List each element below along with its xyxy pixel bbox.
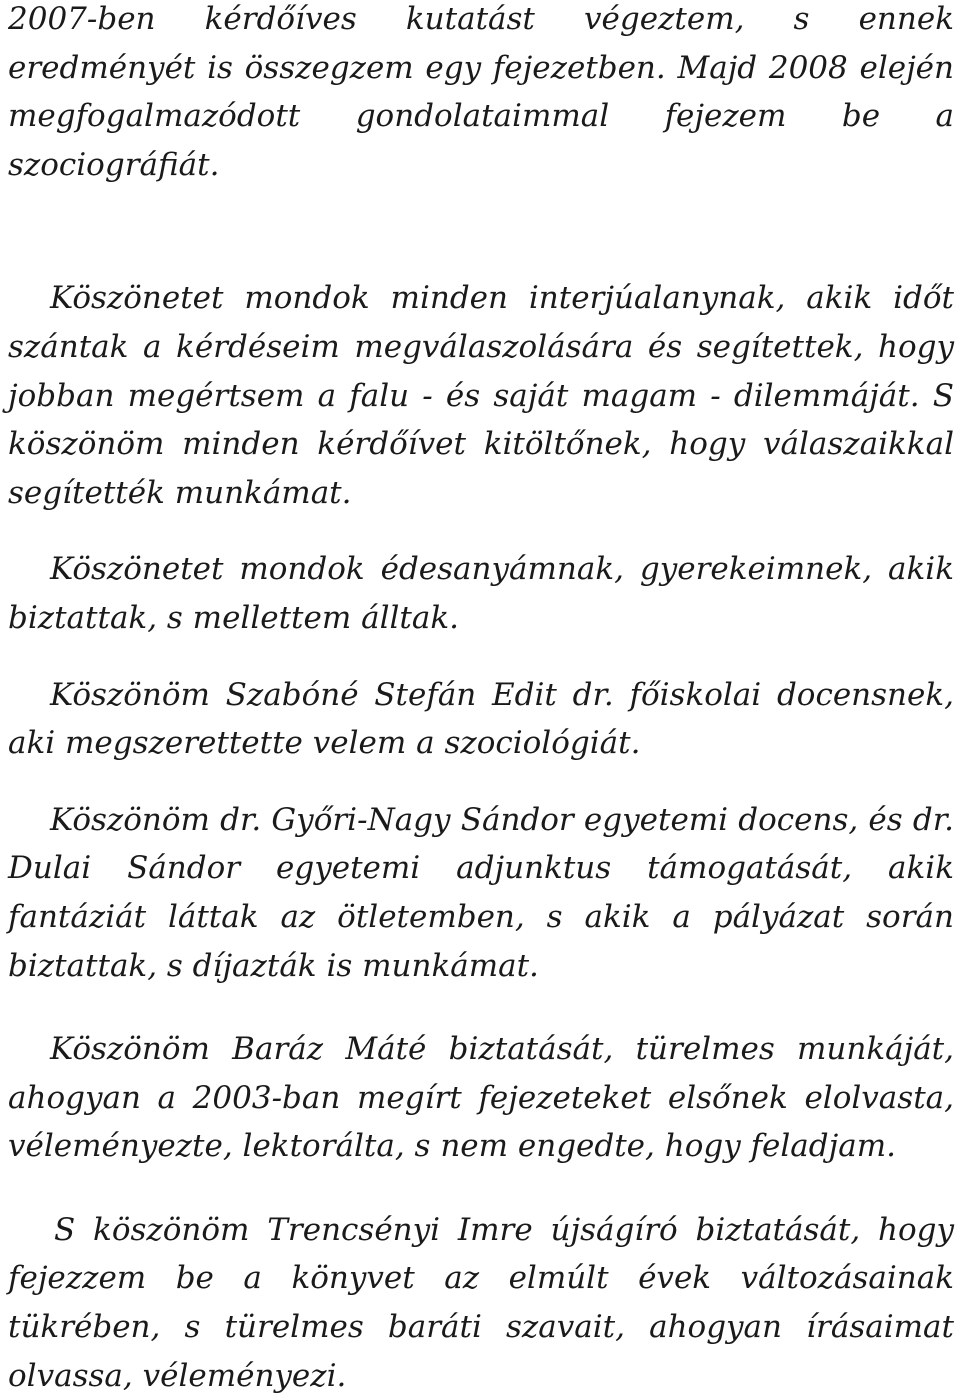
paragraph-survey: 2007-ben kérdőíves kutatást végeztem, s ennek eredményét is összegzem egy fejezetben. Majd 2008 elején megfogalmazódott gondolataimmal fejezem be a szociográfiát. bbox=[8, 1, 954, 183]
paragraph-szabone: Köszönöm Szabóné Stefán Edit dr. főiskolai docensnek, aki megszerettette velem a szociológiát. bbox=[8, 676, 954, 762]
document-page bbox=[8, 0, 954, 1400]
paragraph-baraz: Köszönöm Baráz Máté biztatását, türelmes munkáját, ahogyan a 2003-ban megírt fejezeteket elsőnek elolvasta, véleményezte, lektorálta, s nem engedte, hogy feladjam. bbox=[8, 1031, 954, 1165]
paragraph-family: Köszönetet mondok édesanyámnak, gyerekeimnek, akik biztattak, s mellettem álltak. bbox=[8, 551, 954, 636]
paragraph-interviewees: Köszönetet mondok minden interjúalanynak, akik időt szántak a kérdéseim megválaszolására és segítettek, hogy jobban megértsem a falu - és saját magam - dilemmáját. S köszönöm minden kérdőívet kitöltőnek, hogy válaszaikkal segítették munkámat. bbox=[8, 280, 954, 511]
paragraph-trencsenyi: S köszönöm Trencsényi Imre újságíró biztatását, hogy fejezzem be a könyvet az elmúlt évek változásainak tükrében, s türelmes baráti szavait, ahogyan írásaimat olvassa, véleményezi. bbox=[8, 1211, 954, 1394]
paragraph-gyori-nagy-dulai: Köszönöm dr. Győri-Nagy Sándor egyetemi docens, és dr. Dulai Sándor egyetemi adjunktus támogatását, akik fantáziát láttak az ötletemben, s akik a pályázat során biztattak, s díjazták is munkámat. bbox=[8, 801, 954, 984]
